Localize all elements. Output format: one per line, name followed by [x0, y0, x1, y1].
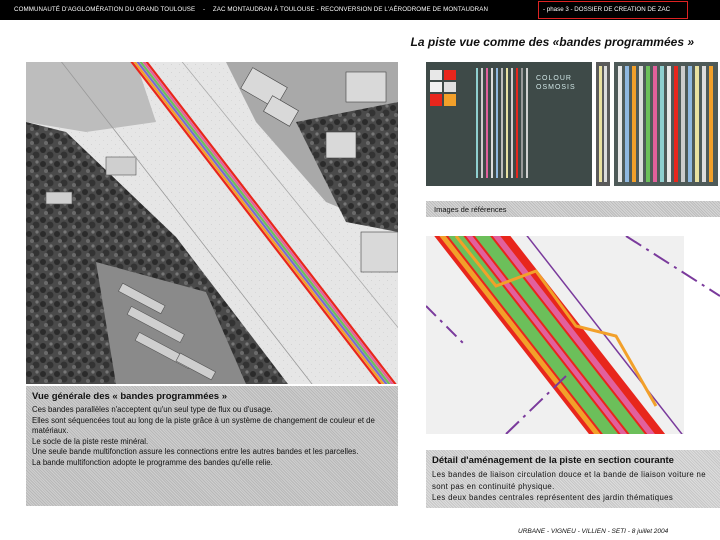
header-bar	[0, 0, 720, 20]
page-title: La piste vue comme des «bandes programmées »	[410, 35, 694, 49]
colour-text-1: COLOUR	[536, 75, 572, 82]
detail-panel	[426, 450, 720, 508]
header-separator: -	[203, 6, 206, 13]
detail-body	[432, 469, 718, 504]
header-text	[14, 6, 488, 13]
aerial-photo	[26, 62, 398, 384]
detail-drawing	[426, 236, 720, 434]
overview-line: Elles sont séquencées tout au long de la piste grâce à un système de changement de couleur et de matériaux.	[32, 415, 375, 436]
detail-line: Les deux bandes centrales représentent des jardin thématiques	[432, 493, 674, 502]
header-left: COMMUNAUTÉ D'AGGLOMÉRATION DU GRAND TOULOUSE	[14, 6, 196, 13]
reference-caption: Images de références	[434, 205, 507, 214]
colour-text-2: OSMOSIS	[536, 84, 576, 91]
overview-title: Vue générale des « bandes programmées »	[32, 391, 228, 402]
header-phase: - phase 3 - DOSSIER DE CREATION DE ZAC	[543, 6, 671, 13]
footer-credits: URBANE - VIGNEU - VILLIEN - SETI - 8 juillet 2004	[518, 528, 669, 535]
overview-body	[32, 405, 382, 469]
overview-line: La bande multifonction adopte le programme des bandes qu'elle relie.	[32, 457, 273, 467]
reference-caption-bar	[426, 201, 720, 217]
detail-line: Les bandes de liaison circulation douce et la bande de liaison voiture ne sont pas en continuité physique.	[432, 470, 706, 491]
reference-images	[426, 62, 718, 186]
overview-line: Ces bandes parallèles n'acceptent qu'un seul type de flux ou d'usage.	[32, 405, 273, 414]
overview-line: Le socle de la piste reste minéral.	[32, 436, 149, 446]
detail-title: Détail d'aménagement de la piste en section courante	[432, 455, 674, 466]
header-middle: ZAC MONTAUDRAN À TOULOUSE - RECONVERSION DE L'AÉRODROME DE MONTAUDRAN	[212, 6, 489, 13]
overview-panel	[26, 386, 398, 506]
overview-line: Une seule bande multifonction assure les connections entre les autres bandes et les parcelles.	[32, 447, 359, 457]
